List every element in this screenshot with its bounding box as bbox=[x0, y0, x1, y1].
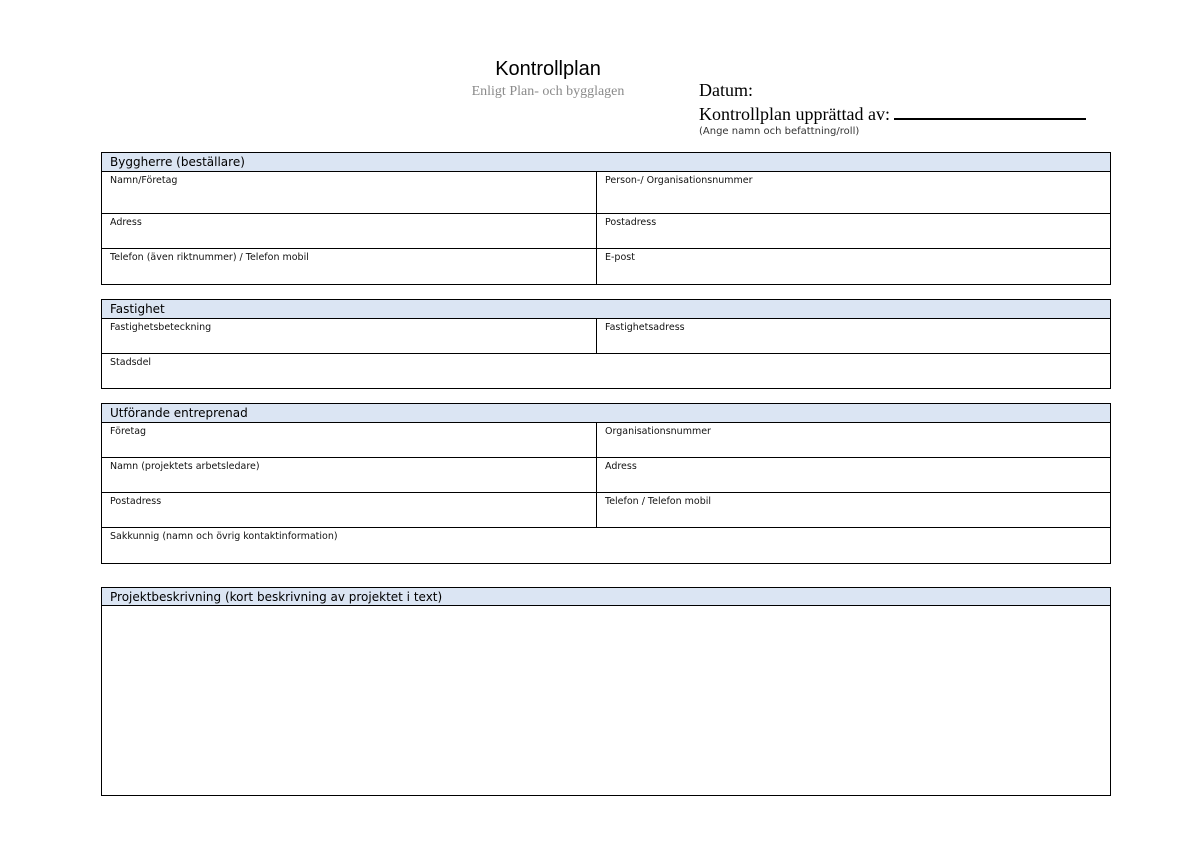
form-row bbox=[102, 423, 1110, 458]
foretag-field[interactable]: Företag bbox=[102, 423, 597, 457]
projekt-textarea[interactable] bbox=[102, 606, 1110, 792]
upprattad-hint: (Ange namn och befattning/roll) bbox=[699, 126, 860, 137]
datum-label: Datum: bbox=[699, 80, 753, 100]
projekt-section bbox=[101, 587, 1111, 796]
adress-field[interactable]: Adress bbox=[102, 214, 597, 248]
form-row bbox=[102, 354, 1110, 388]
arbetsledare-field[interactable]: Namn (projektets arbetsledare) bbox=[102, 458, 597, 492]
page-subtitle: Enligt Plan- och bygglagen bbox=[471, 84, 625, 99]
stadsdel-field[interactable]: Stadsdel bbox=[110, 357, 152, 368]
person-org-nr-field[interactable]: Person-/ Organisationsnummer bbox=[605, 175, 753, 186]
postadress-field[interactable]: Postadress bbox=[605, 217, 657, 228]
entreprenad-section bbox=[101, 403, 1111, 564]
namn-foretag-field[interactable]: Namn/Företag bbox=[102, 172, 597, 213]
entreprenad-heading: Utförande entreprenad bbox=[102, 404, 1110, 423]
form-row bbox=[102, 172, 1110, 214]
entreprenad-adress-field[interactable]: Adress bbox=[605, 461, 637, 472]
epost-field[interactable]: E-post bbox=[605, 252, 635, 263]
fastighetsbeteckning-field[interactable]: Fastighetsbeteckning bbox=[102, 319, 597, 353]
form-row bbox=[102, 458, 1110, 493]
byggherre-section bbox=[101, 152, 1111, 285]
entreprenad-postadress-field[interactable]: Postadress bbox=[102, 493, 597, 527]
sakkunnig-field[interactable]: Sakkunnig (namn och övrig kontaktinformation) bbox=[110, 531, 338, 542]
page-title: Kontrollplan bbox=[495, 58, 601, 80]
upprattad-label: Kontrollplan upprättad av: bbox=[699, 104, 890, 124]
form-row bbox=[102, 528, 1110, 563]
byggherre-heading: Byggherre (beställare) bbox=[102, 153, 1110, 172]
entreprenad-telefon-field[interactable]: Telefon / Telefon mobil bbox=[605, 496, 712, 507]
org-nr-field[interactable]: Organisationsnummer bbox=[605, 426, 711, 437]
fastighet-heading: Fastighet bbox=[102, 300, 1110, 319]
upprattad-input-line[interactable] bbox=[894, 102, 1086, 120]
fastighetsadress-field[interactable]: Fastighetsadress bbox=[605, 322, 685, 333]
form-row bbox=[102, 493, 1110, 528]
telefon-field[interactable]: Telefon (även riktnummer) / Telefon mobil bbox=[102, 249, 597, 284]
fastighet-section bbox=[101, 299, 1111, 389]
form-row bbox=[102, 249, 1110, 284]
form-row bbox=[102, 319, 1110, 354]
projekt-heading: Projektbeskrivning (kort beskrivning av projektet i text) bbox=[102, 587, 1110, 606]
form-row bbox=[102, 214, 1110, 249]
upprattad-field[interactable] bbox=[699, 102, 1086, 125]
